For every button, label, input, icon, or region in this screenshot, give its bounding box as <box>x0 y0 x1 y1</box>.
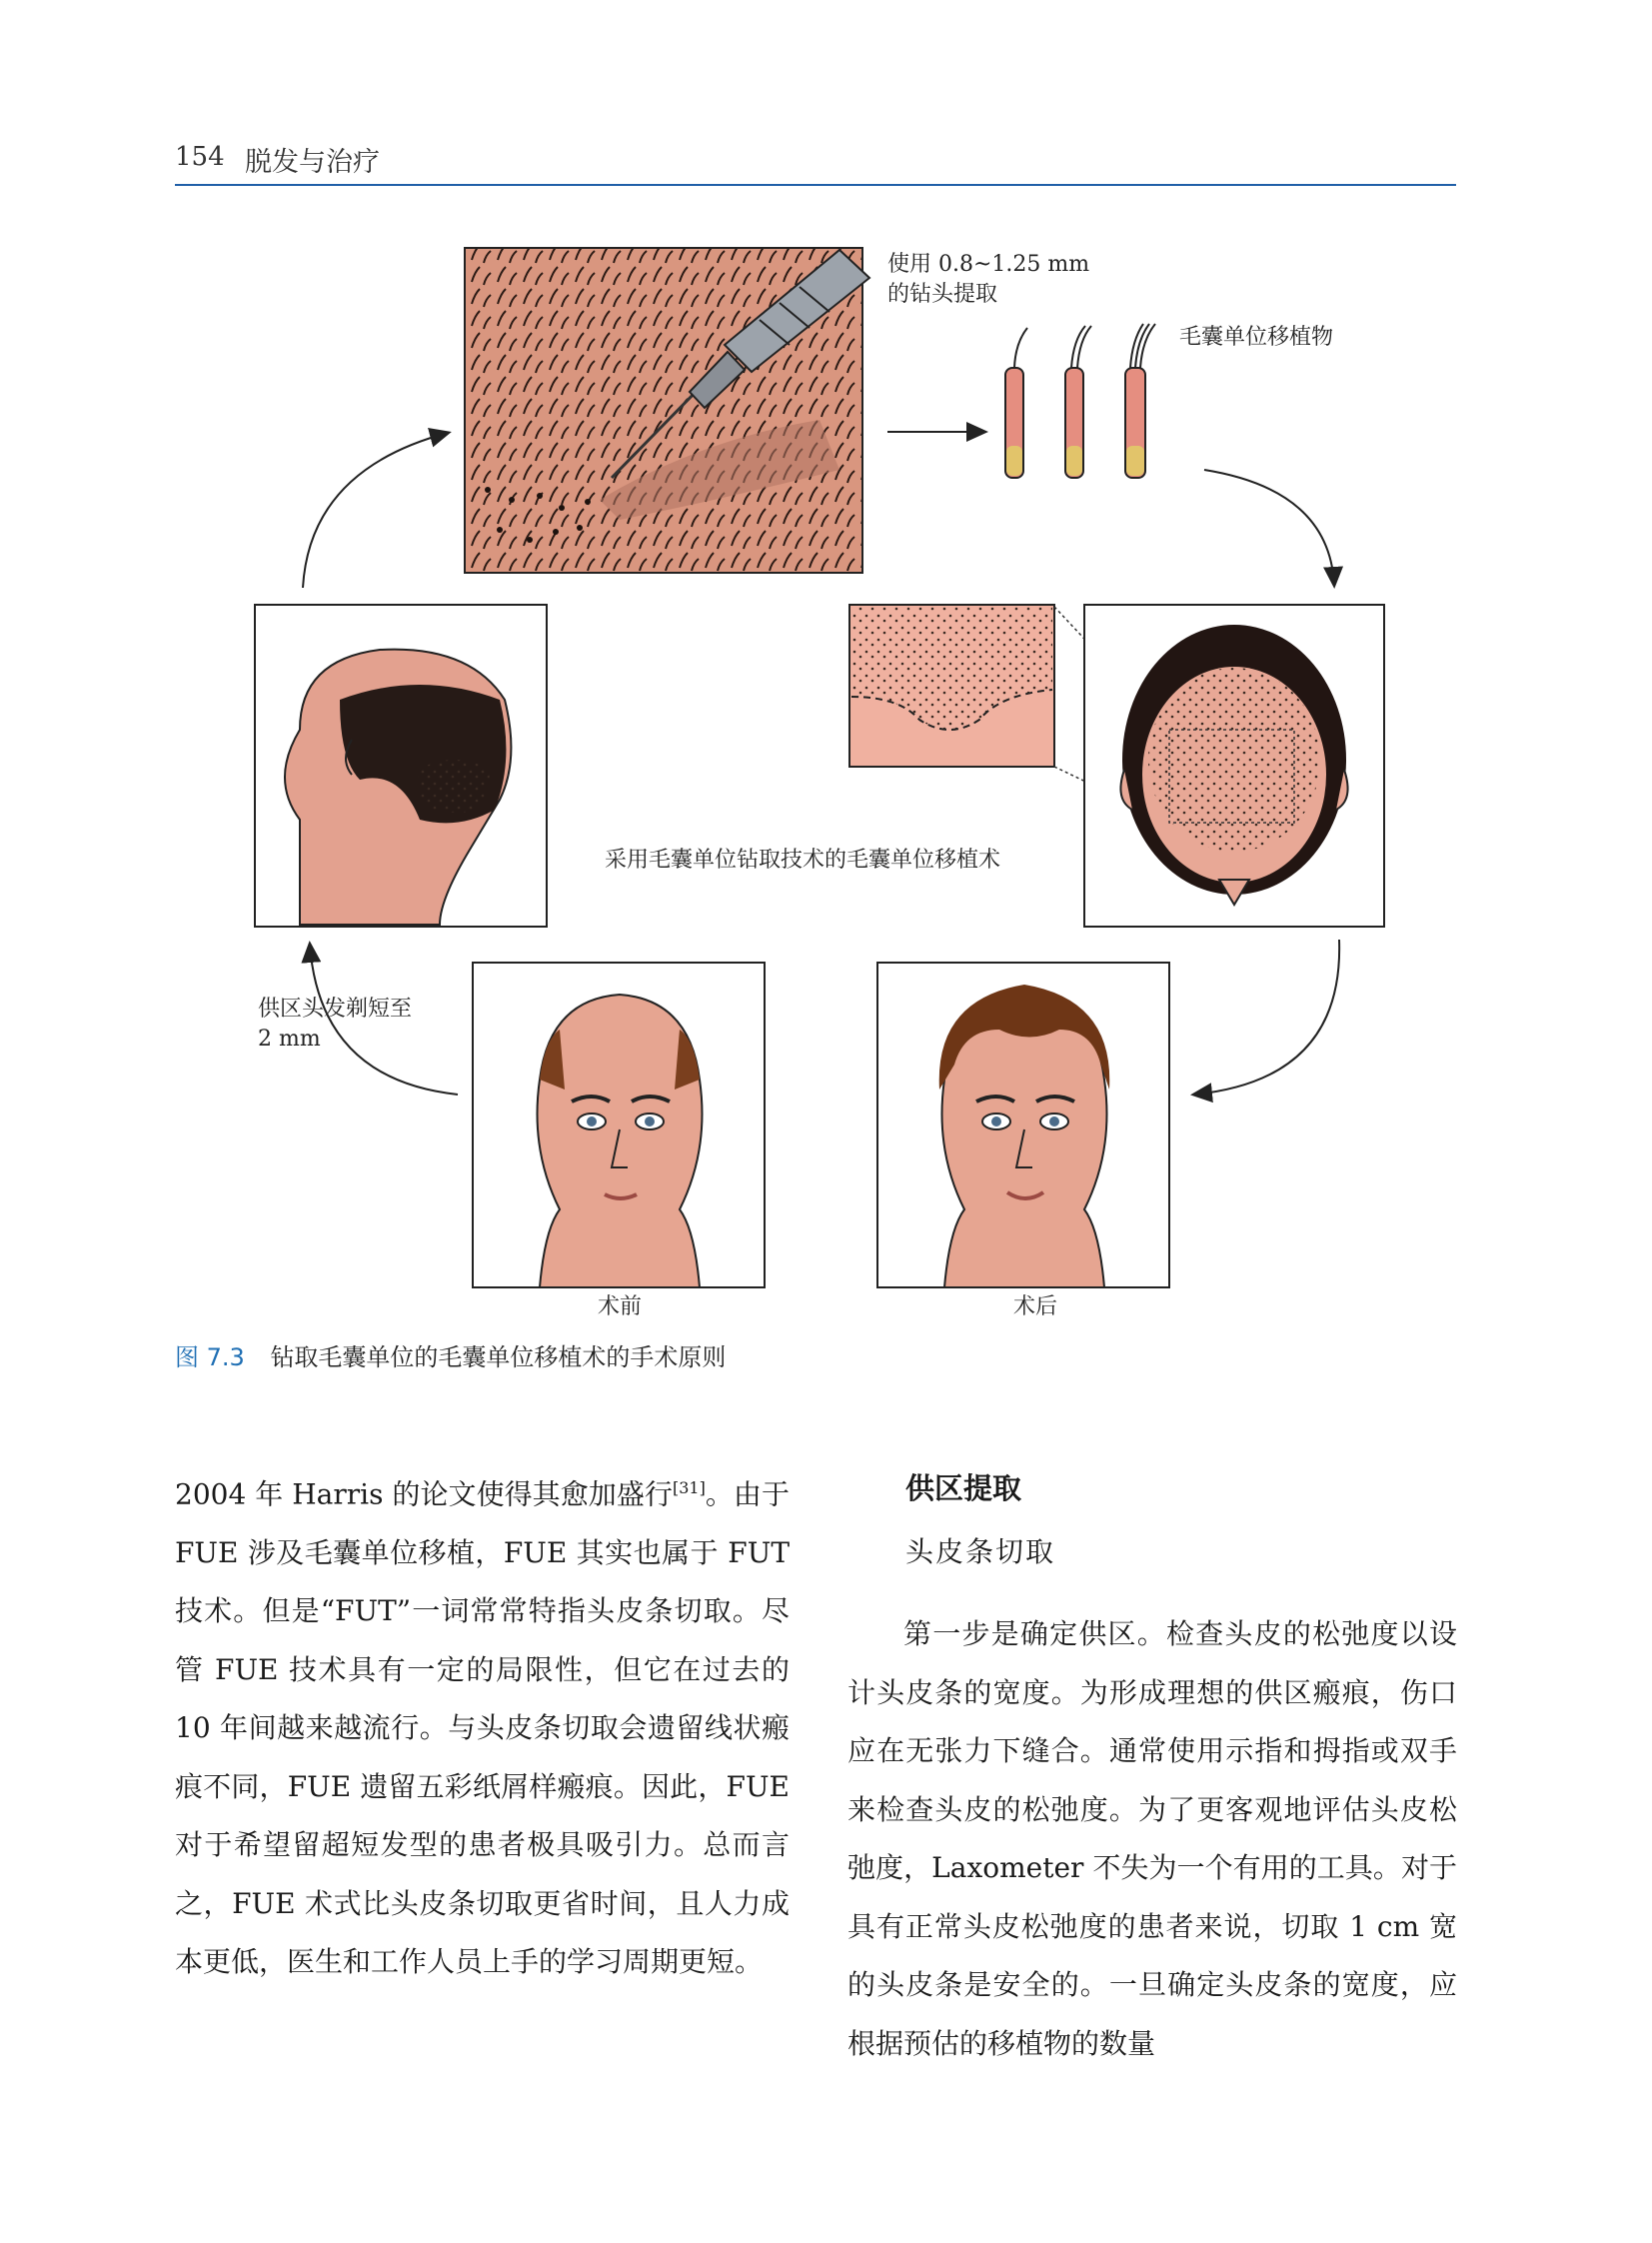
left-paragraph <box>175 1459 790 1992</box>
grafts-label: 毛囊单位移植物 <box>1179 325 1334 350</box>
citation: [31] <box>672 1478 706 1497</box>
caption-text: 钻取毛囊单位的毛囊单位移植术的手术原则 <box>270 1343 727 1371</box>
left-text-rest: 。由于 FUE 涉及毛囊单位移植，FUE 其实也属于 FUT 技术。但是“FUT”一词常常特指头皮条切取。尽管 FUE 技术具有一定的局限性，但它在过去的 10 年间越来越流行。与头皮条切取会遗留线状瘢痕不同，FUE 遗留五彩纸屑样瘢痕。因此，FUE 对于希望留超短发型的患者极具吸引力。总而言之，FUE 术式比头皮条切取更省时间，且人力成本更低，医生和工作人员上手的学习周期更短。 <box>175 1477 790 1979</box>
left-column <box>175 1459 790 1992</box>
section-heading: 供区提取 <box>905 1471 1022 1505</box>
subheading: 头皮条切取 <box>905 1535 1056 1568</box>
right-paragraph: 第一步是确定供区。检查头皮的松弛度以设计头皮条的宽度。为形成理想的供区瘢痕，伤口应在无张力下缝合。通常使用示指和拇指或双手来检查头皮的松弛度。为了更客观地评估头皮松弛度，Laxometer 不失为一个有用的工具。对于具有正常头皮松弛度的患者来说，切取 1 cm 宽的头皮条是安全的。一旦确定头皮条的宽度，应根据预估的移植物的数量 <box>847 1617 1457 2060</box>
caption-number: 图 7.3 <box>175 1343 245 1371</box>
right-column <box>847 1459 1457 2073</box>
before-label: 术前 <box>598 1294 643 1319</box>
left-text-start: 2004 年 Harris 的论文使得其愈加盛行 <box>175 1477 673 1511</box>
running-title: 脱发与治疗 <box>245 147 380 178</box>
figure-caption <box>175 1337 726 1372</box>
follicular-grafts-icon <box>1005 324 1155 478</box>
top-view-head-panel <box>1084 605 1384 927</box>
hairline-detail-inset <box>849 605 1054 767</box>
shave-label-line-2: 2 mm <box>258 1027 321 1052</box>
punch-label-line-2: 的钻头提取 <box>887 282 998 307</box>
shave-label <box>258 995 412 1055</box>
center-technique-label: 采用毛囊单位钻取技术的毛囊单位移植术 <box>605 848 1001 873</box>
page-number: 154 <box>175 142 225 172</box>
after-face-panel <box>877 963 1169 1287</box>
shave-label-line-1: 供区头发剃短至 <box>258 997 413 1022</box>
after-label: 术后 <box>1013 1294 1058 1319</box>
shaved-donor-head-panel <box>255 605 547 927</box>
punch-label-line-1: 使用 0.8~1.25 mm <box>887 252 1090 277</box>
punch-extraction-panel <box>465 248 869 573</box>
punch-size-label <box>887 250 1089 310</box>
before-face-panel <box>473 963 765 1287</box>
